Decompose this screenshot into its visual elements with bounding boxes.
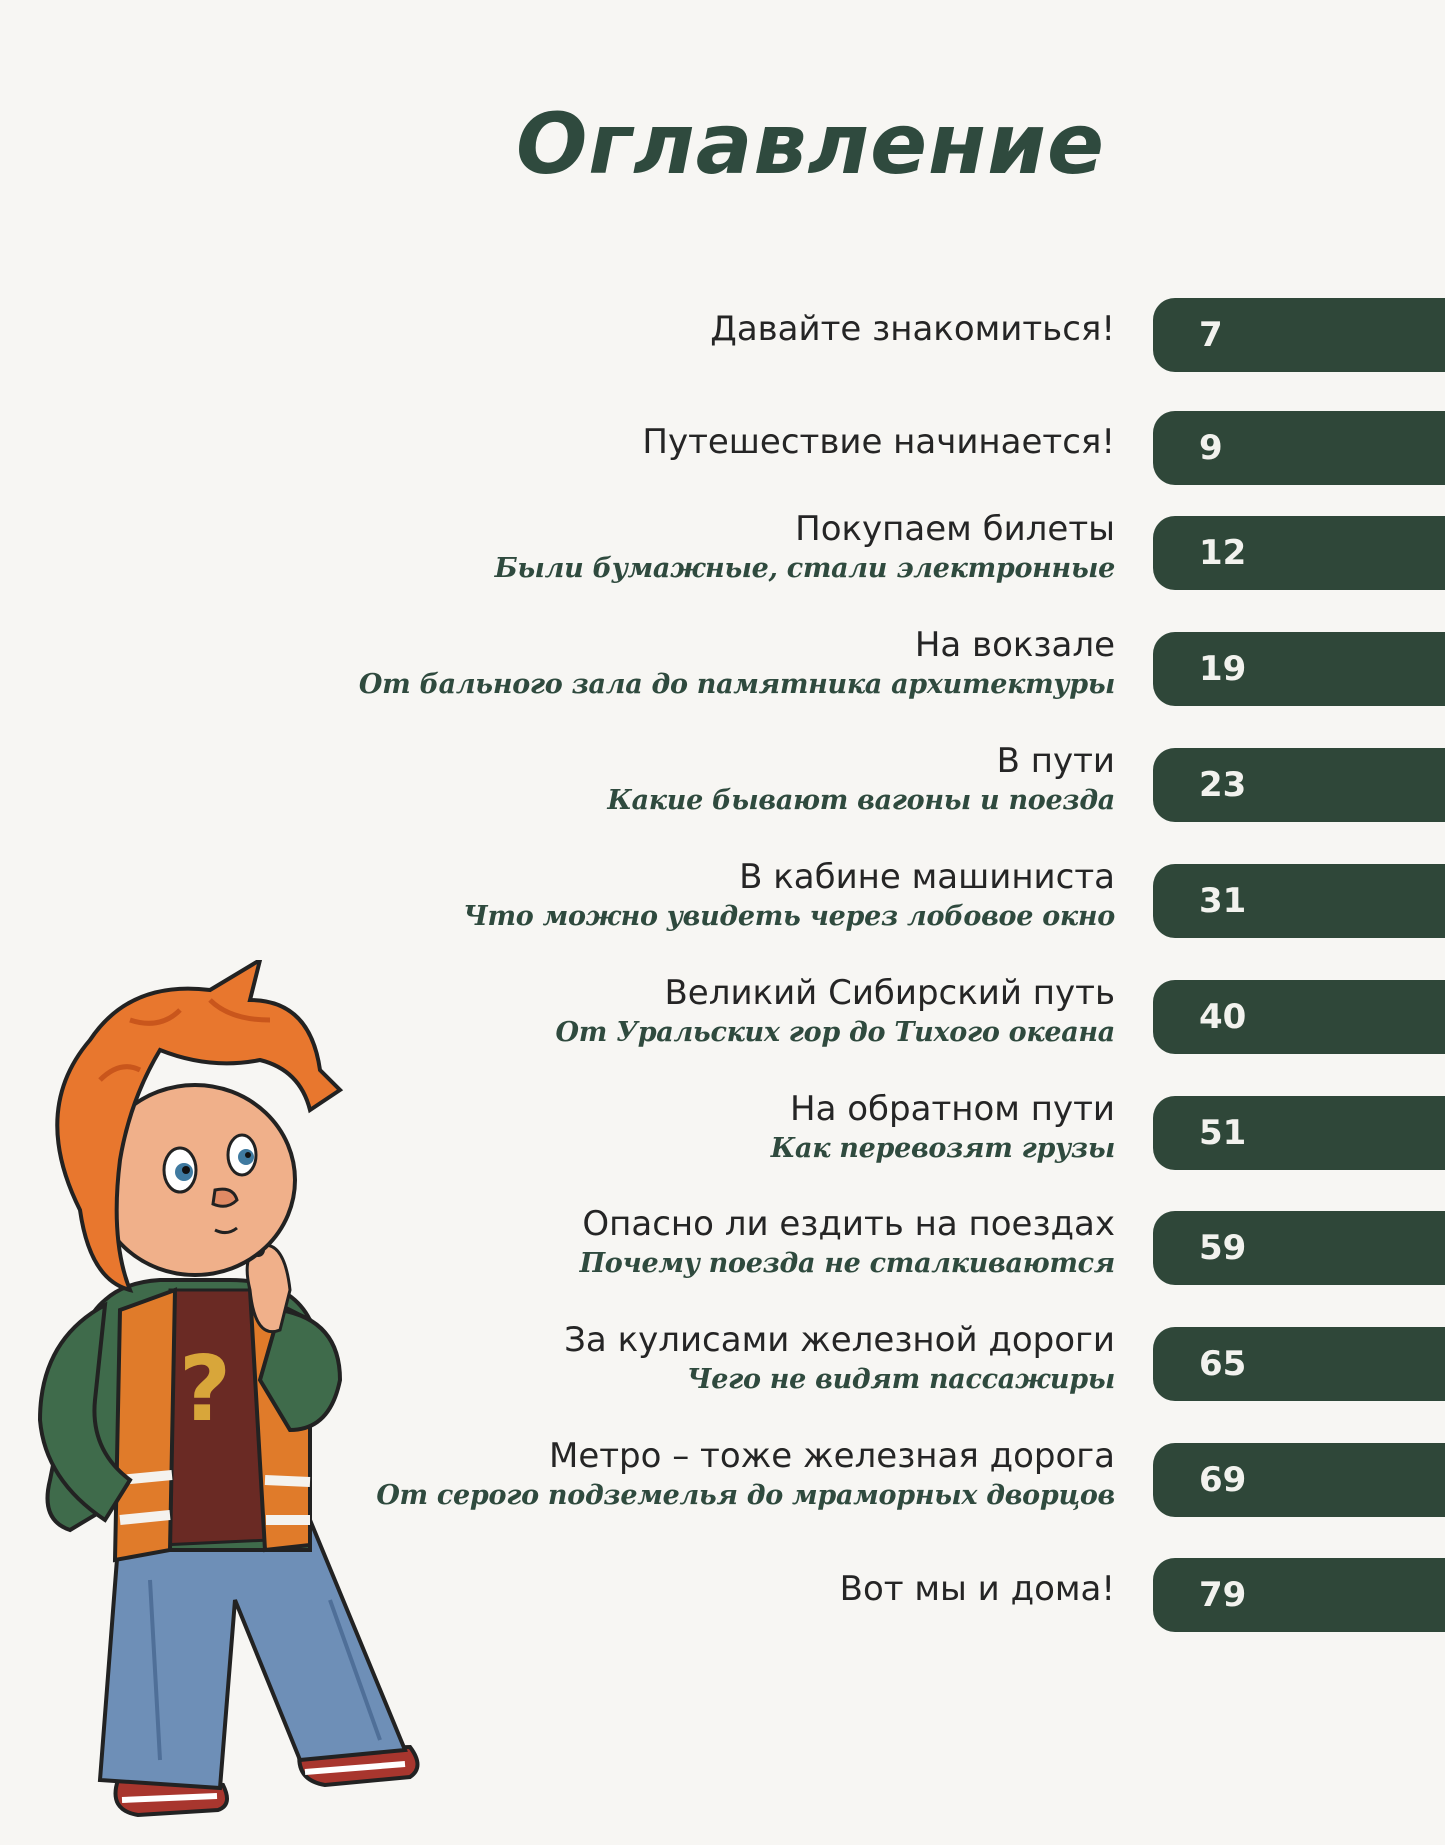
svg-text:?: ? (178, 1337, 232, 1442)
page-number: 79 (1199, 1575, 1247, 1615)
entry-title: В кабине машиниста (739, 857, 1115, 897)
entry-text (495, 508, 1115, 588)
entry-title: Путешествие начинается! (642, 422, 1115, 462)
toc-entry-23[interactable] (0, 740, 1445, 820)
entry-text (642, 421, 1115, 463)
boy-mascot-illustration (10, 960, 470, 1840)
entry-text (840, 1568, 1115, 1610)
entry-text (564, 1319, 1115, 1399)
page-number: 12 (1199, 533, 1247, 573)
entry-text (359, 624, 1115, 704)
entry-title: На обратном пути (790, 1089, 1115, 1129)
page-number: 31 (1199, 881, 1247, 921)
toc-entry-9[interactable] (0, 403, 1445, 483)
toc-entry-31[interactable] (0, 856, 1445, 936)
entry-text (580, 1203, 1115, 1283)
entry-subtitle: От бального зала до памятника архитектуры (358, 669, 1115, 700)
page-number-tab (1153, 864, 1445, 938)
page-number: 69 (1199, 1460, 1247, 1500)
page-number: 7 (1199, 315, 1223, 355)
entry-title: Давайте знакомиться! (710, 309, 1115, 349)
entry-subtitle: От серого подземелья до мраморных дворцов (376, 1480, 1115, 1511)
entry-title: Покупаем билеты (795, 509, 1115, 549)
entry-title: В пути (996, 741, 1115, 781)
page-number: 23 (1199, 765, 1247, 805)
entry-subtitle: Как перевозят грузы (770, 1133, 1115, 1164)
entry-title: Вот мы и дома! (839, 1569, 1115, 1609)
page-number-tab (1153, 411, 1445, 485)
page-number-tab (1153, 1558, 1445, 1632)
entry-subtitle: Какие бывают вагоны и поезда (607, 785, 1115, 816)
toc-entry-19[interactable] (0, 624, 1445, 704)
page-number-tab (1153, 516, 1445, 590)
entry-subtitle: Были бумажные, стали электронные (494, 553, 1115, 584)
entry-text (556, 972, 1116, 1052)
entry-title: Метро – тоже железная дорога (548, 1436, 1115, 1476)
page-number-tab (1153, 1211, 1445, 1285)
page-number-tab (1153, 1096, 1445, 1170)
page-number-tab (1153, 748, 1445, 822)
entry-subtitle: От Уральских гор до Тихого океана (555, 1017, 1115, 1048)
page-number: 19 (1199, 649, 1247, 689)
entry-text (376, 1435, 1115, 1515)
page-number: 65 (1199, 1344, 1247, 1384)
nose (213, 1189, 237, 1206)
entry-title: Опасно ли ездить на поездах (582, 1204, 1115, 1244)
page-number: 51 (1199, 1113, 1247, 1153)
entry-text (607, 740, 1115, 820)
page-number-tab (1153, 1327, 1445, 1401)
page-number: 59 (1199, 1228, 1247, 1268)
toc-entry-7[interactable] (0, 290, 1445, 370)
entry-title: На вокзале (914, 625, 1115, 665)
jeans (100, 1520, 405, 1788)
page-title: Оглавление (515, 95, 1105, 193)
entry-subtitle: Что можно увидеть через лобовое окно (463, 901, 1115, 932)
entry-text (771, 1088, 1115, 1168)
entry-text (710, 308, 1115, 350)
page-number-tab (1153, 1443, 1445, 1517)
entry-subtitle: Почему поезда не сталкиваются (579, 1248, 1115, 1279)
entry-subtitle: Чего не видят пассажиры (686, 1364, 1115, 1395)
entry-title: Великий Сибирский путь (664, 973, 1115, 1013)
page-number-tab (1153, 632, 1445, 706)
page-number-tab (1153, 298, 1445, 372)
entry-text (463, 856, 1115, 936)
page-number: 40 (1199, 997, 1247, 1037)
page-number: 9 (1199, 428, 1223, 468)
page-number-tab (1153, 980, 1445, 1054)
toc-entry-12[interactable] (0, 508, 1445, 588)
entry-title: За кулисами железной дороги (564, 1320, 1115, 1360)
